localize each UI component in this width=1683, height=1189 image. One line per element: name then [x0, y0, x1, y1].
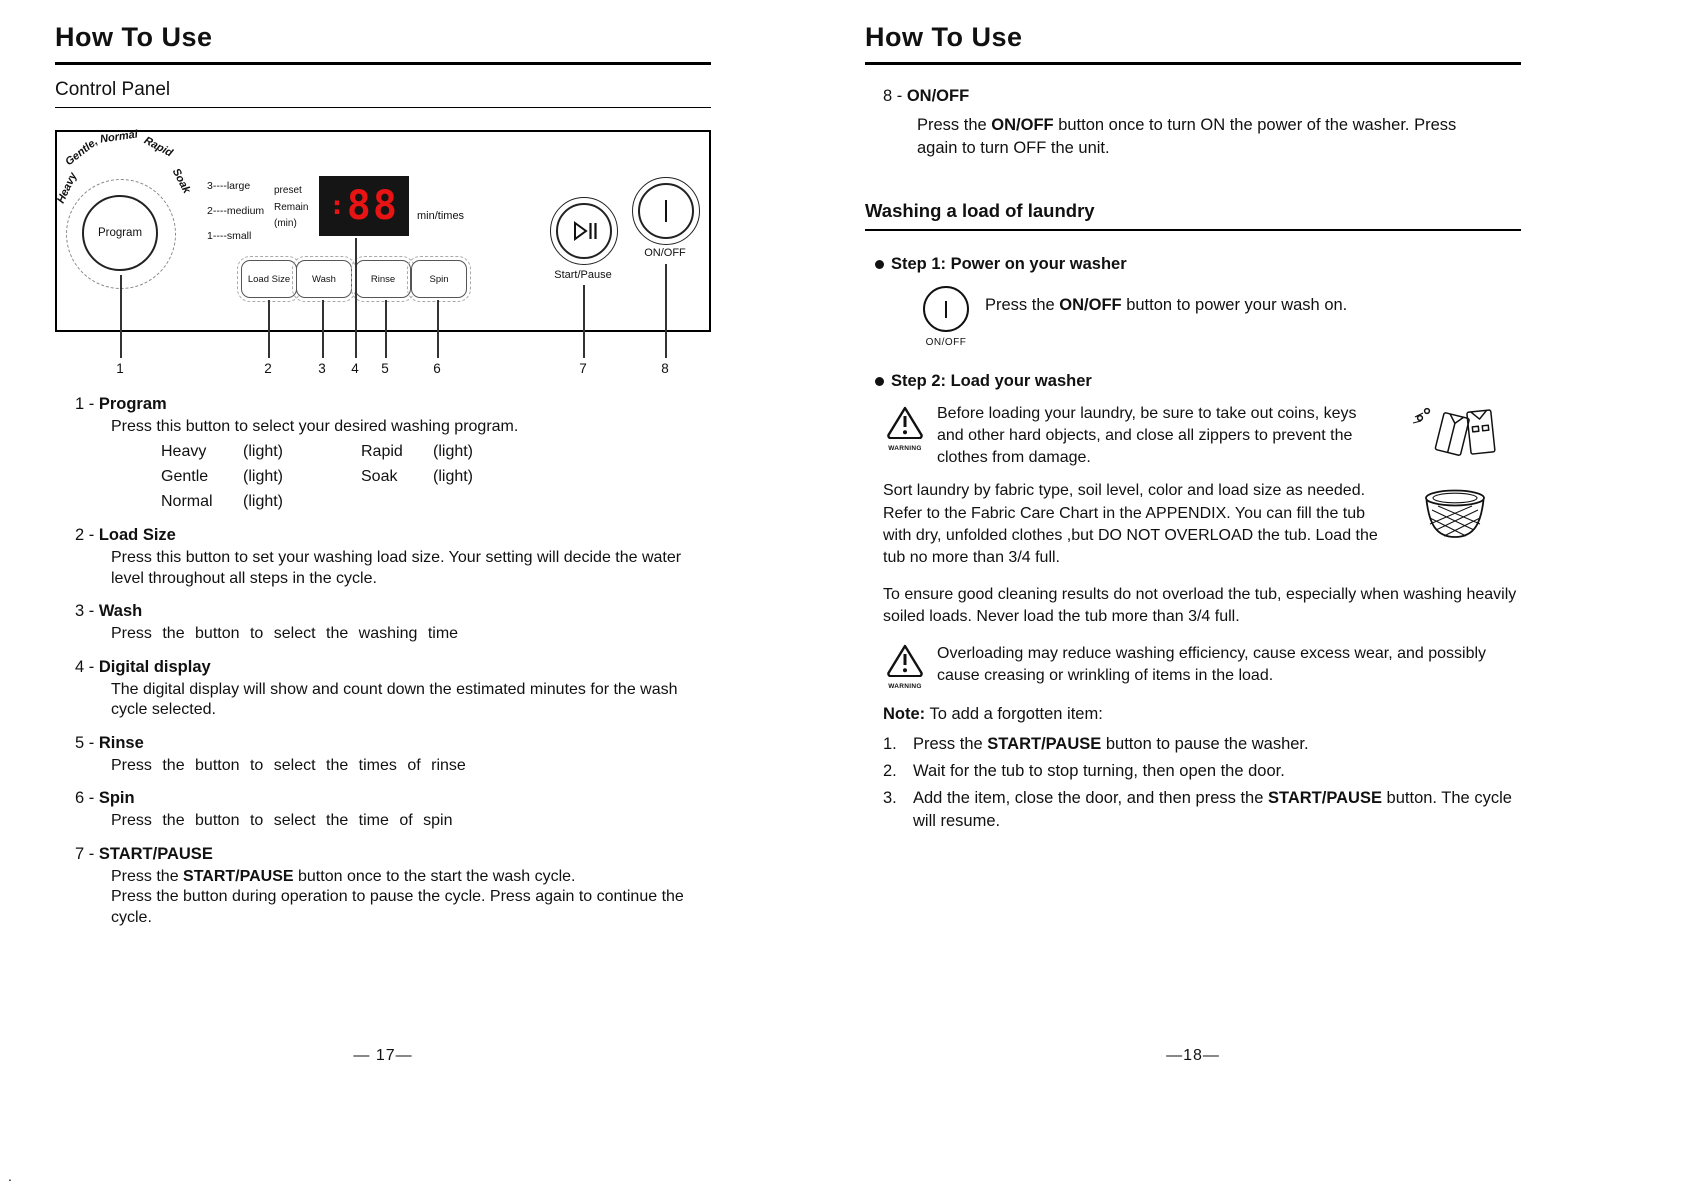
page-17 — [54, 22, 711, 1064]
warning-figure — [883, 641, 927, 690]
leader-line-3 — [322, 300, 324, 358]
dial-label-rapid: Rapid — [141, 134, 175, 160]
display-colon: : — [329, 191, 345, 221]
onoff-section-body: Press the ON/OFF button once to turn ON the power of the washer. Press again to turn OFF the unit. — [917, 116, 1457, 158]
table-cell: (light) — [243, 468, 284, 486]
warning-block-1 — [883, 403, 1521, 472]
bullet-icon — [875, 377, 884, 386]
basket-figure — [1422, 488, 1488, 549]
callout-6: 6 — [433, 361, 441, 376]
display-legend — [274, 183, 308, 233]
list-text: Press the START/PAUSE button to pause the washer. — [913, 734, 1309, 753]
callout-8: 8 — [661, 361, 669, 376]
remain-label: Remain — [274, 201, 309, 213]
page-title: How To Use — [55, 22, 711, 65]
section-rinse — [55, 733, 711, 776]
program-knob — [82, 195, 158, 271]
power-button — [632, 177, 700, 245]
program-options-table — [161, 441, 711, 513]
leader-line-5 — [385, 300, 387, 358]
section-body: Press the button to select the time of spin — [111, 812, 453, 830]
seven-segment-display — [319, 176, 409, 236]
leader-line-7 — [583, 285, 585, 358]
leader-line-4 — [355, 238, 357, 358]
dial-label-heavy: Heavy — [54, 170, 80, 206]
table-cell: Rapid — [361, 443, 403, 461]
clothes-figure — [1407, 403, 1507, 472]
section-body: The digital display will show and count down the estimated minutes for the wash cycle selected. — [111, 680, 678, 719]
section-heading: 3 - Wash — [75, 602, 143, 621]
section-spin — [55, 788, 711, 831]
start-pause-label: Start/Pause — [554, 269, 612, 281]
forgotten-item-steps — [883, 733, 1521, 833]
section-load-size — [55, 525, 711, 589]
control-panel-heading: Control Panel — [55, 79, 711, 108]
start-pause-button — [550, 197, 618, 265]
step-2-label: Step 2: Load your washer — [891, 372, 1092, 391]
legend-medium: 2----medium — [207, 205, 265, 217]
power-button-label: ON/OFF — [925, 337, 967, 349]
dial-label-soak: Soak — [169, 166, 193, 196]
leader-line-2 — [268, 300, 270, 358]
leader-line-8 — [665, 264, 667, 358]
warning-block-2 — [883, 641, 1521, 690]
list-number: 2. — [883, 761, 897, 780]
warning-icon — [885, 405, 925, 439]
section-body: Press this button to set your washing load size. Your setting will decide the water level throughout all steps in the cycle. — [111, 549, 682, 587]
section-heading: 7 - START/PAUSE — [75, 844, 213, 863]
section-wash — [55, 601, 711, 644]
page-title: How To Use — [865, 22, 1521, 65]
section-start-pause — [55, 844, 711, 928]
preset-label: preset — [274, 185, 302, 196]
program-knob-label: Program — [97, 227, 143, 239]
list-text: Wait for the tub to stop turning, then open the door. — [913, 761, 1285, 780]
control-panel-diagram — [55, 130, 711, 382]
warning-figure — [883, 403, 927, 452]
page-number: — 17— — [353, 1047, 413, 1064]
section-program — [55, 394, 711, 513]
sort-laundry-text: Sort laundry by fabric type, soil level, color and load size as needed. Refer to the Fabric Care Chart in the APPENDIX. You can fill the tub with dry, unfolded clothes ,but DO NOT OVERLOAD the tub. Load the tub no more than 3/4 full. — [883, 482, 1378, 567]
callout-3: 3 — [318, 361, 326, 376]
leader-line-6 — [437, 300, 439, 358]
list-number: 1. — [883, 734, 897, 753]
corner-mark: . — [8, 1168, 12, 1184]
min-times-label: min/times — [417, 210, 465, 222]
table-cell: Soak — [361, 468, 398, 486]
bullet-icon — [875, 260, 884, 269]
list-item — [883, 733, 1521, 756]
table-cell: (light) — [243, 493, 284, 511]
min-label: (min) — [274, 218, 297, 229]
power-button — [923, 286, 969, 332]
onoff-section-heading: 8 - ON/OFF — [883, 87, 970, 105]
play-pause-icon — [569, 219, 599, 243]
page-18 — [865, 22, 1521, 1064]
section-body: Press the button to select the washing time — [111, 625, 459, 643]
laundry-basket-icon — [1422, 488, 1488, 544]
warning-label: WARNING — [888, 682, 922, 690]
list-item — [883, 760, 1521, 783]
ensure-cleaning-text: To ensure good cleaning results do not overload the tub, especially when washing heavily soiled loads. Never load the tub more than 3/4 full. — [883, 585, 1517, 626]
table-cell: Normal — [161, 493, 213, 511]
spin-button: Spin — [411, 260, 467, 298]
legend-large: 3----large — [207, 180, 251, 192]
page-number: —18— — [1166, 1047, 1220, 1064]
step-1-heading — [875, 255, 1521, 274]
callout-7: 7 — [579, 361, 587, 376]
warning-icon — [885, 643, 925, 677]
list-item — [883, 787, 1521, 833]
sort-laundry-block — [883, 480, 1521, 570]
section-heading: 4 - Digital display — [75, 657, 211, 676]
wash-button: Wash — [296, 260, 352, 298]
section-body: Press the START/PAUSE button once to the start the wash cycle. Press the button during operation to pause the cycle. Press again to continue the cycle. — [111, 867, 684, 926]
power-button-figure — [923, 286, 969, 348]
legend-small: 1----small — [207, 230, 252, 242]
clothes-icon — [1407, 403, 1507, 467]
table-cell: (light) — [433, 468, 474, 486]
table-cell: (light) — [243, 443, 284, 461]
table-cell: (light) — [433, 443, 474, 461]
warning-text: Overloading may reduce washing efficiency, cause excess wear, and possibly cause creasing or wrinkling of items in the load. — [937, 644, 1487, 684]
load-size-button: Load Size — [241, 260, 297, 298]
step-1-text: Press the ON/OFF button to power your wash on. — [985, 296, 1348, 315]
warning-text: Before loading your laundry, be sure to take out coins, keys and other hard objects, and close all zippers to prevent the clothes from damage. — [937, 405, 1357, 467]
step-1-label: Step 1: Power on your washer — [891, 255, 1127, 274]
callout-2: 2 — [264, 361, 272, 376]
section-heading: 1 - Program — [75, 395, 167, 413]
step-1-content — [923, 286, 1521, 348]
section-heading: 5 - Rinse — [75, 733, 144, 752]
table-cell: Heavy — [161, 443, 207, 461]
callout-5: 5 — [381, 361, 389, 376]
load-size-legend — [207, 174, 264, 249]
power-icon — [945, 301, 948, 318]
table-cell — [361, 491, 433, 513]
callout-1: 1 — [116, 361, 124, 376]
table-cell: Gentle — [161, 468, 209, 486]
rinse-button: Rinse — [355, 260, 411, 298]
dial-label-normal: Normal — [99, 128, 139, 146]
callout-4: 4 — [351, 361, 359, 376]
table-cell — [433, 491, 525, 513]
leader-line-1 — [120, 275, 122, 358]
power-icon — [665, 200, 668, 222]
section-heading: 2 - Load Size — [75, 526, 176, 545]
dial-label-gentle: Gentle, — [63, 135, 101, 169]
warning-label: WARNING — [888, 445, 922, 453]
section-body: Press the button to select the times of rinse — [111, 756, 466, 774]
section-body: Press this button to select your desired washing program. — [111, 418, 519, 435]
display-digits: 88 — [346, 183, 399, 229]
washing-load-heading: Washing a load of laundry — [865, 200, 1521, 231]
power-button-label: ON/OFF — [644, 247, 686, 259]
list-text: Add the item, close the door, and then press the START/PAUSE button. The cycle will resume. — [913, 788, 1512, 830]
step-2-heading — [875, 372, 1521, 391]
note-line: Note: To add a forgotten item: — [883, 704, 1103, 723]
section-digital-display — [55, 657, 711, 721]
section-heading: 6 - Spin — [75, 789, 135, 808]
list-number: 3. — [883, 788, 897, 807]
